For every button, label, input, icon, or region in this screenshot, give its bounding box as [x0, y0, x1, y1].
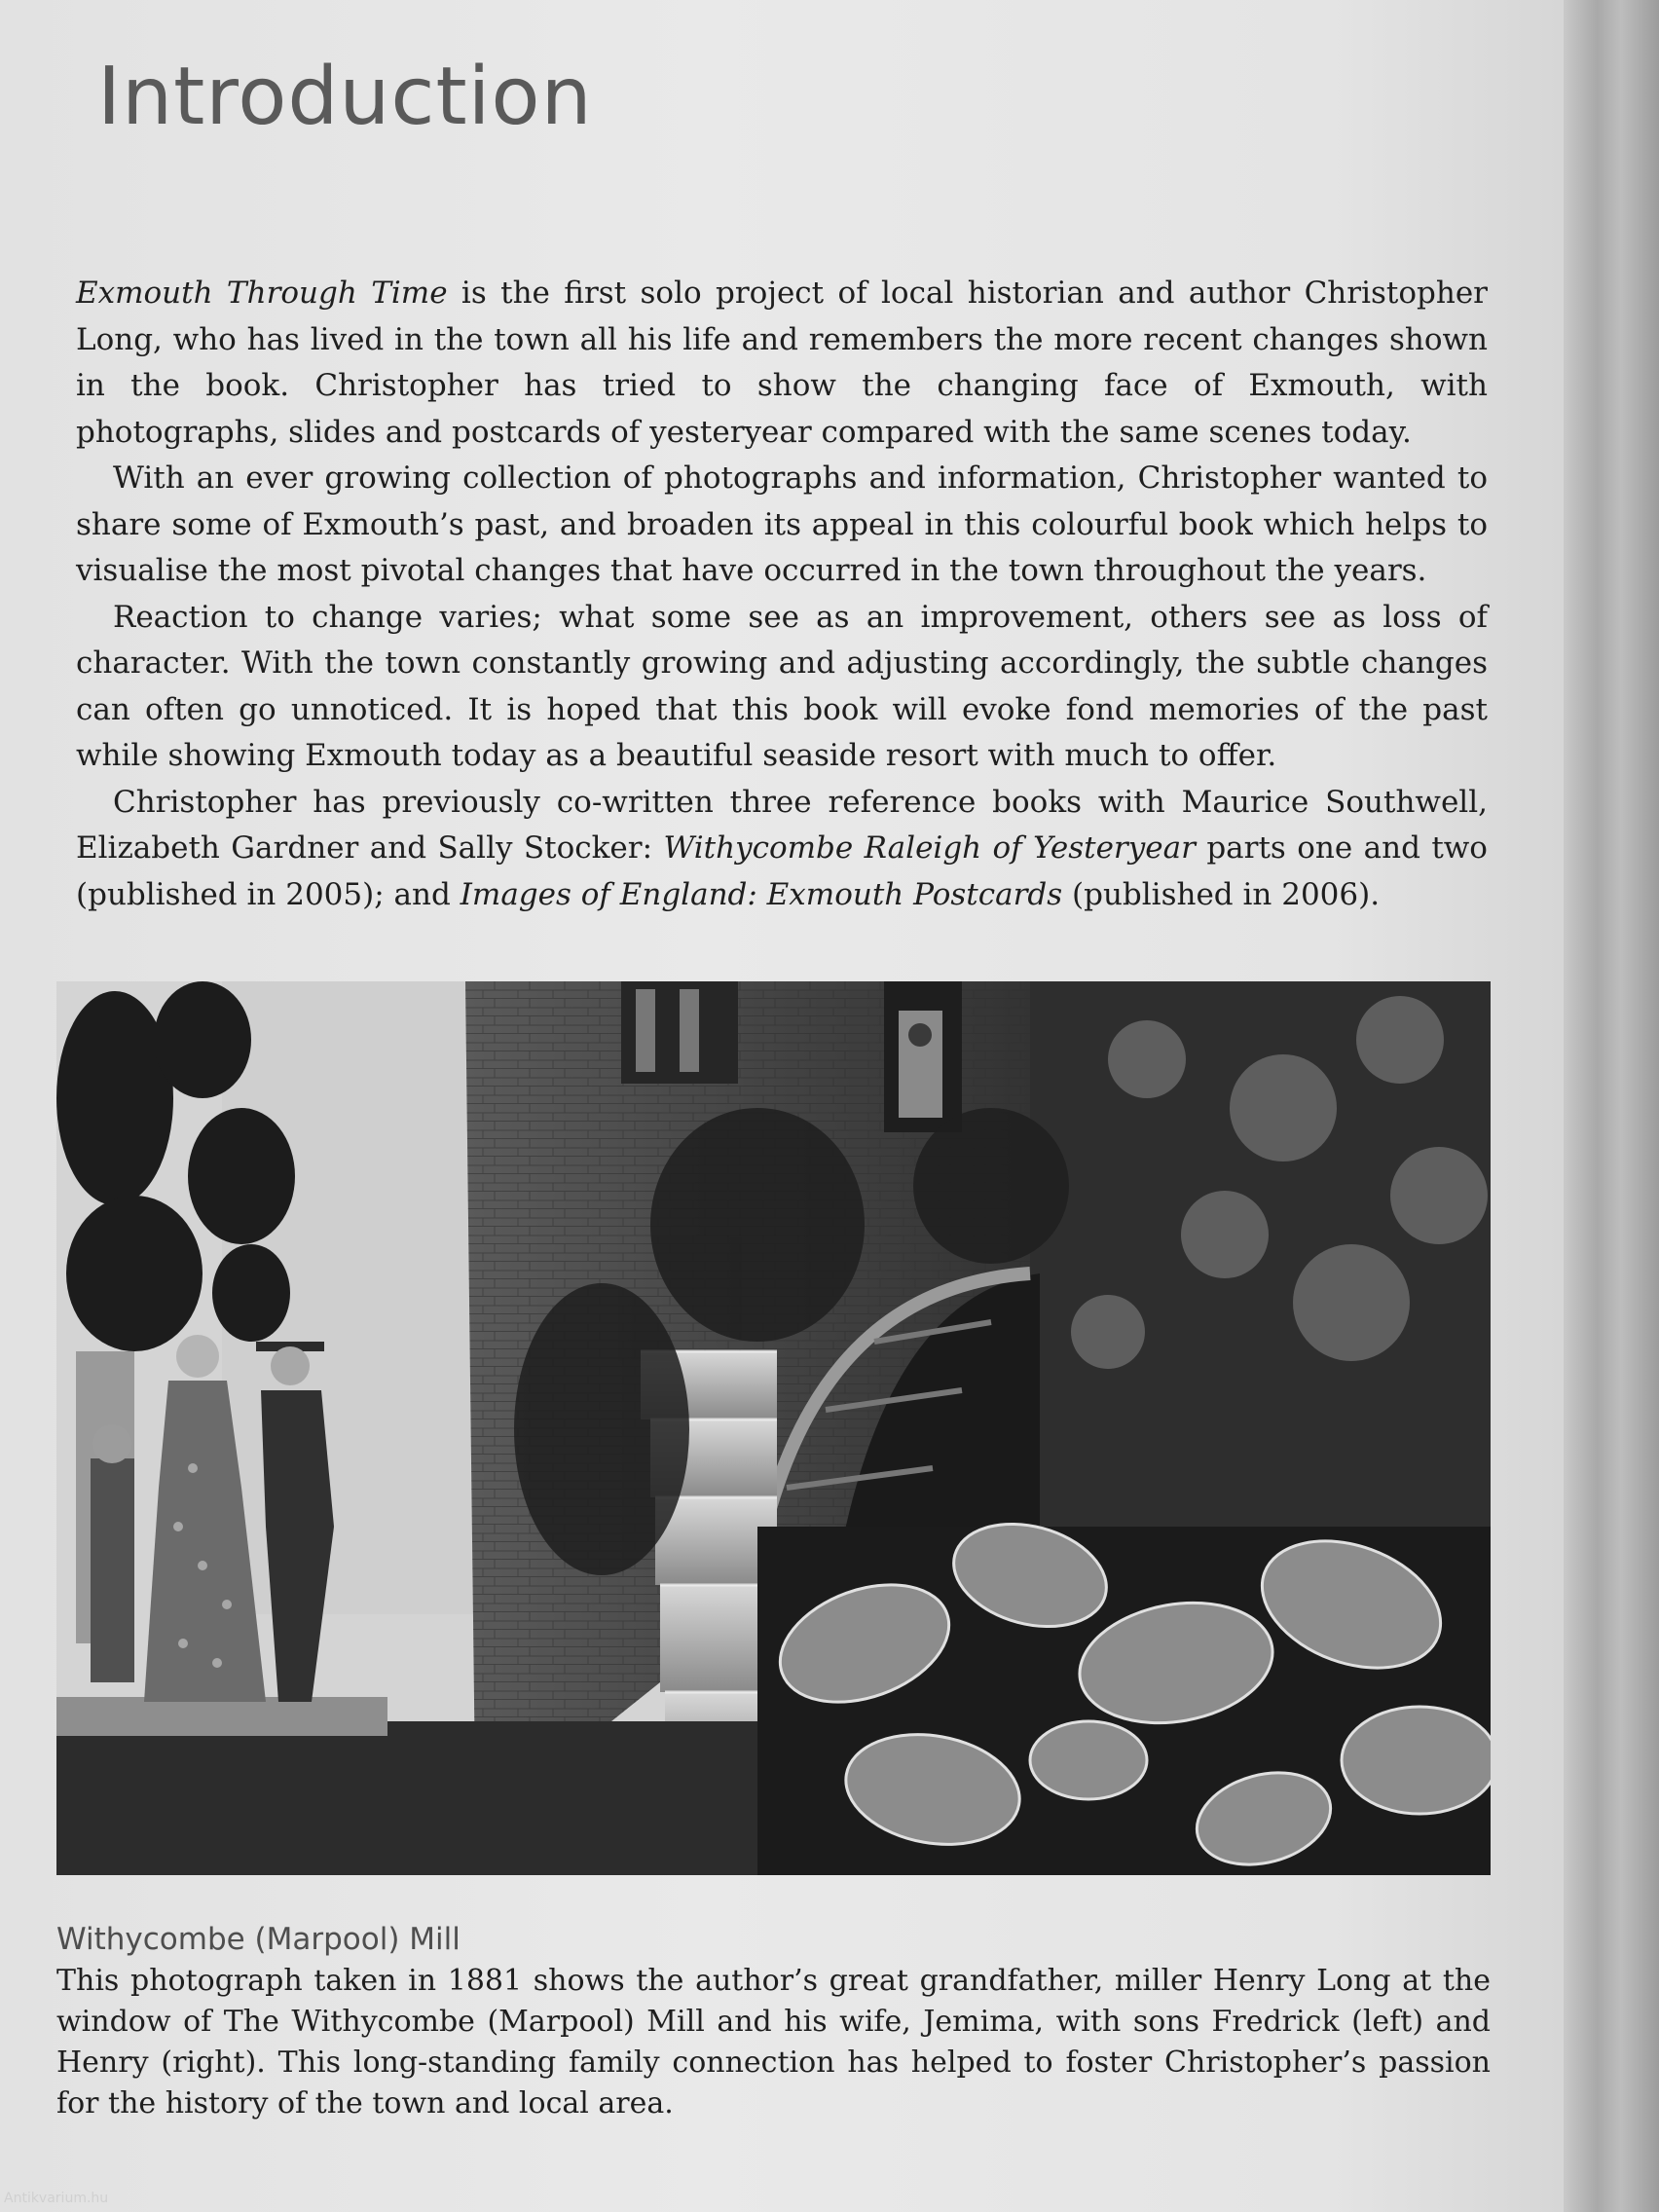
mill-photograph-art [56, 981, 1491, 1875]
book-title: Exmouth Through Time [76, 276, 448, 311]
reference-title-1: Withycombe Raleigh of Yesteryear [663, 830, 1196, 866]
paragraph-1 [76, 271, 1488, 456]
watermark: Antikvarium.hu [4, 2191, 109, 2206]
page-title: Introduction [97, 51, 593, 143]
paragraph-4-text-b: parts one and two (published in 2005); and [76, 830, 1488, 912]
paragraph-2: With an ever growing collection of photographs and information, Christopher wanted to share some of Exmouth’s past, and broaden its appeal in this colourful book which helps to visualise the most pivotal changes that have occurred in the town throughout the years. [76, 461, 1488, 588]
figure-caption-title: Withycombe (Marpool) Mill [56, 1922, 461, 1957]
reference-title-2: Images of England: Exmouth Postcards [460, 876, 1063, 912]
book-spine [1564, 0, 1659, 2212]
paragraph-4-text-c: (published in 2006). [1062, 876, 1381, 912]
mill-photograph [56, 981, 1491, 1875]
figure-caption-text: This photograph taken in 1881 shows the author’s great grandfather, miller Henry Long at the window of The Withycombe (Marpool) Mill and his wife, Jemima, with sons Fredrick (left) and Henry (right). This long-standing family connection has helped to foster Christopher’s passion for the history of the town and local area. [56, 1964, 1491, 2120]
paragraph-4-text-a: Christopher has previously co-written three reference books with Maurice Southwell, Elizabeth Gardner and Sally Stocker: [76, 784, 1488, 866]
paragraph-4 [76, 780, 1488, 919]
paragraph-3: Reaction to change varies; what some see as an improvement, others see as loss of character. With the town constantly growing and adjusting accordingly, the subtle changes can often go unnoticed. It is hoped that this book will evoke fond memories of the past while showing Exmouth today as a beautiful seaside resort with much to offer. [76, 599, 1488, 773]
paragraph-1-text: is the first solo project of local historian and author Christopher Long, who has lived in the town all his life and remembers the more recent changes shown in the book. Christopher has tried to show the changing face of Exmouth, with photographs, slides and postcards of yesteryear compared with the same scenes today. [76, 276, 1489, 450]
introduction-body [76, 271, 1488, 918]
